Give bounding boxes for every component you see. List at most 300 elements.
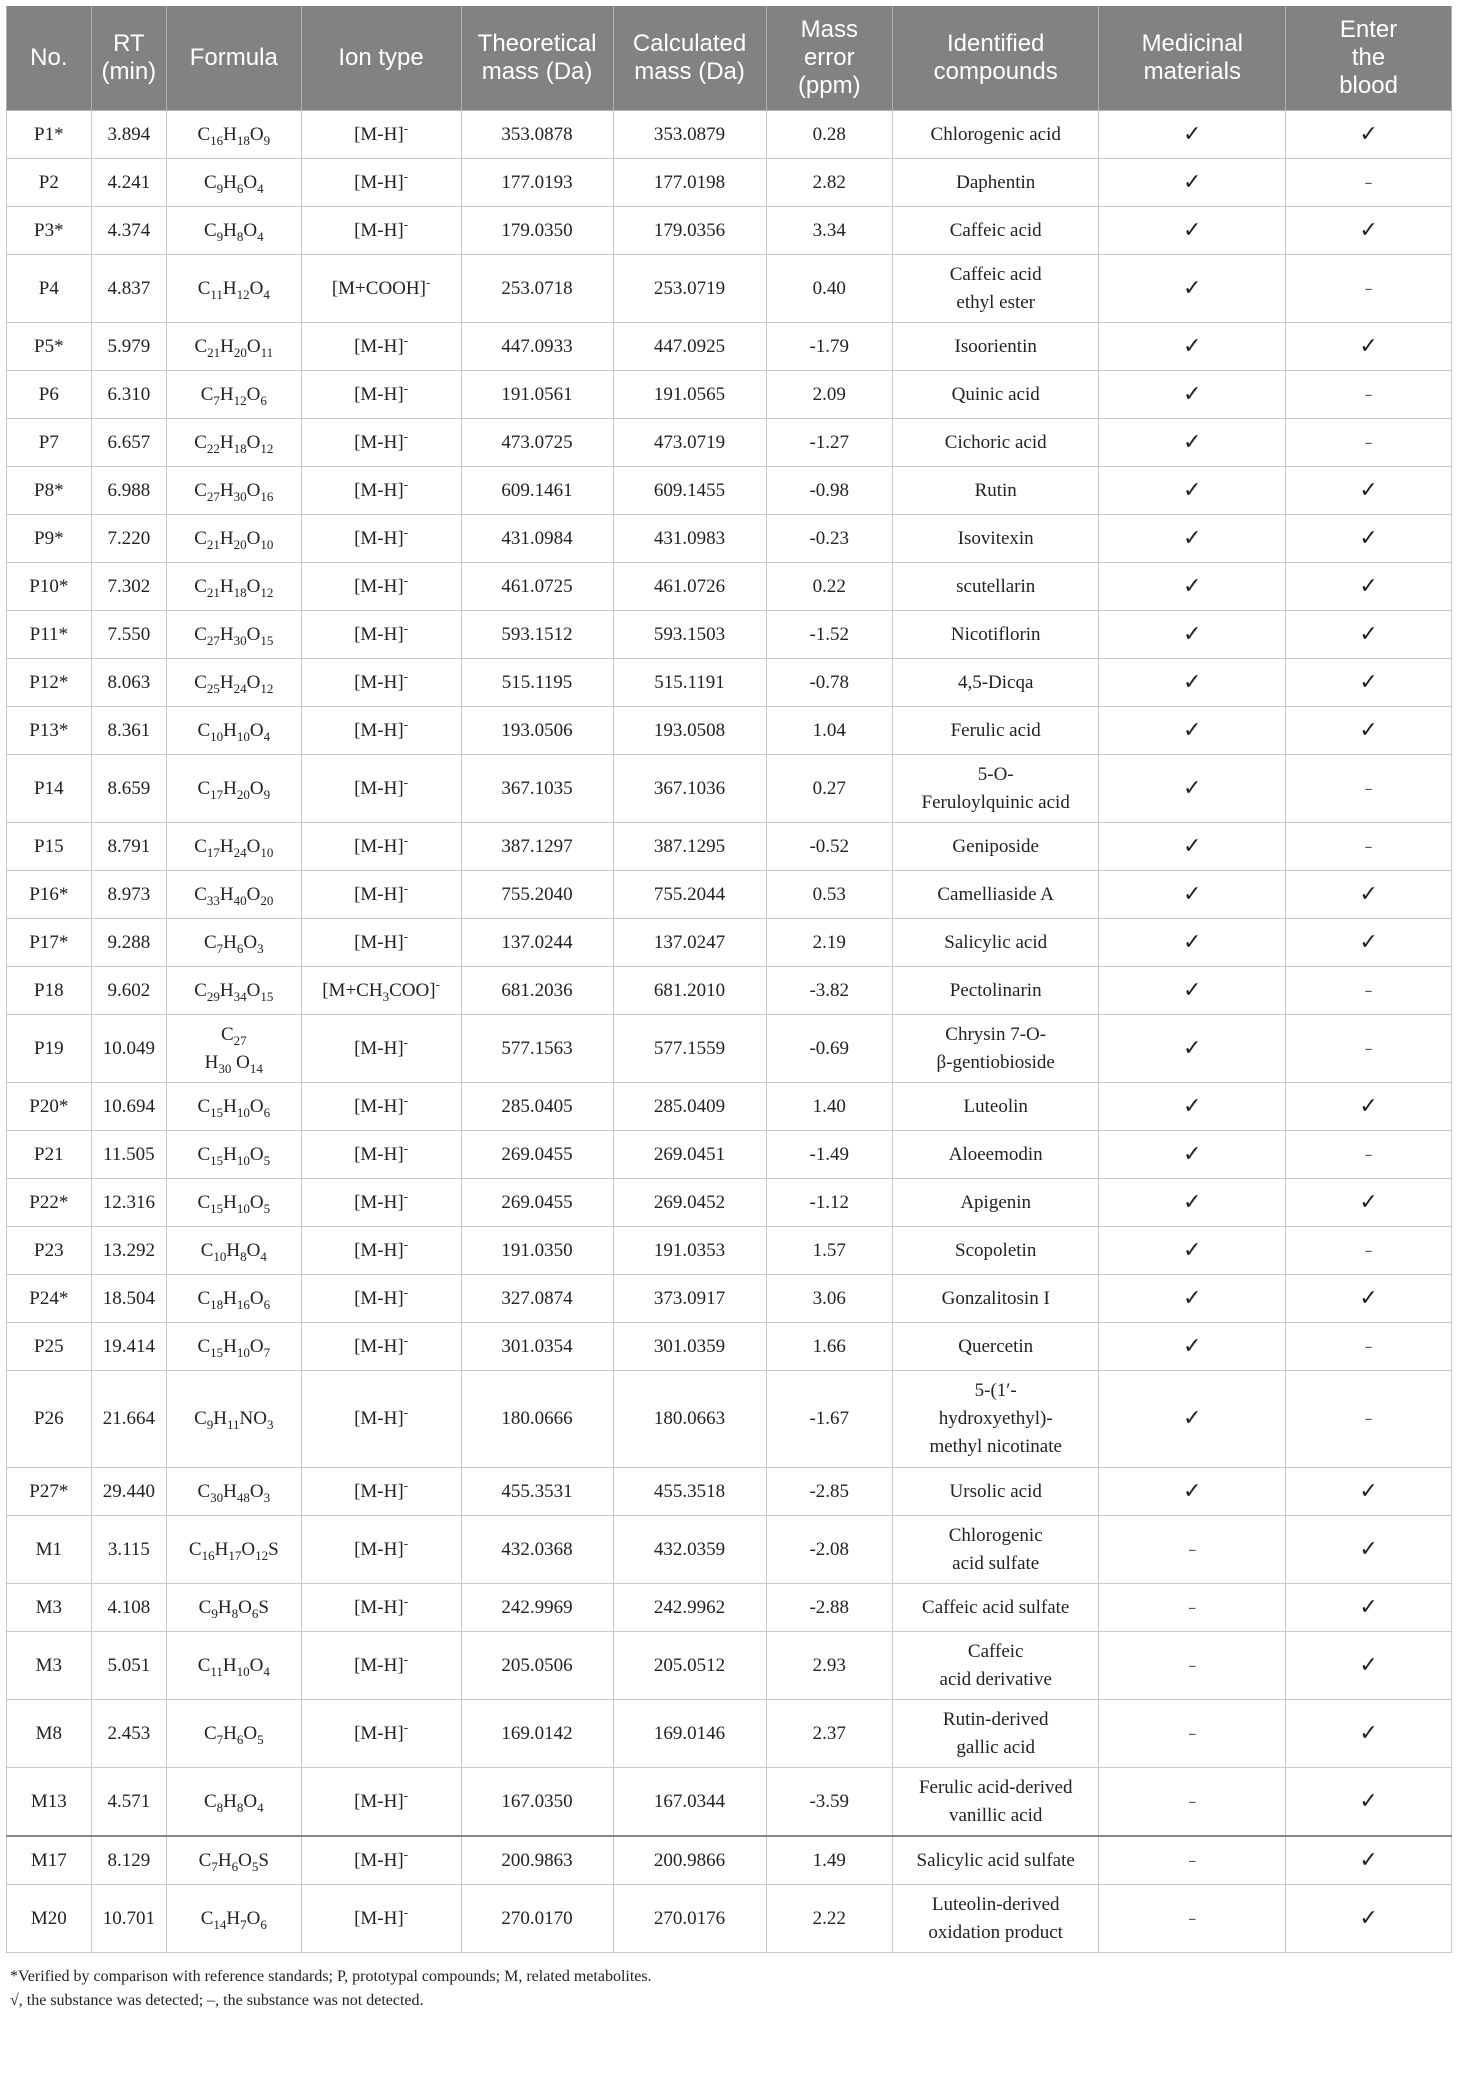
cell-ion-type: [M-H]- xyxy=(301,659,461,707)
cell-enter-blood: ✓ xyxy=(1286,1768,1452,1837)
cell-compound: Geniposide xyxy=(892,823,1098,871)
cell-enter-blood: ✓ xyxy=(1286,1275,1452,1323)
cell-medicinal-materials: ✓ xyxy=(1099,1015,1286,1083)
cell-medicinal-materials: ✓ xyxy=(1099,159,1286,207)
cell-no: P2 xyxy=(7,159,92,207)
cell-mass-error: 2.82 xyxy=(766,159,892,207)
cell-ion-type: [M+COOH]- xyxy=(301,255,461,323)
table-row xyxy=(7,1179,1452,1227)
cell-formula: $C_7H_{12}O_6$ xyxy=(167,371,302,419)
cell-compound: Caffeic acid derivative xyxy=(892,1632,1098,1700)
cell-theoretical-mass: 191.0561 xyxy=(461,371,613,419)
cell-enter-blood: – xyxy=(1286,159,1452,207)
cell-formula: $C_{25}H_{24}O_{12}$ xyxy=(167,659,302,707)
header-medicinal-materials: Medicinal materials xyxy=(1099,6,1286,111)
cell-mass-error: 0.22 xyxy=(766,563,892,611)
cell-theoretical-mass: 431.0984 xyxy=(461,515,613,563)
cell-ion-type: [M-H]- xyxy=(301,707,461,755)
cell-mass-error: -0.98 xyxy=(766,467,892,515)
cell-ion-type: [M-H]- xyxy=(301,1632,461,1700)
cell-compound: Quinic acid xyxy=(892,371,1098,419)
cell-medicinal-materials: ✓ xyxy=(1099,1275,1286,1323)
cell-rt: 2.453 xyxy=(91,1700,166,1768)
cell-no: M13 xyxy=(7,1768,92,1837)
cell-theoretical-mass: 200.9863 xyxy=(461,1836,613,1885)
table-row xyxy=(7,707,1452,755)
cell-theoretical-mass: 609.1461 xyxy=(461,467,613,515)
cell-calculated-mass: 167.0344 xyxy=(613,1768,766,1837)
cell-medicinal-materials: ✓ xyxy=(1099,1179,1286,1227)
header-ion-type: Ion type xyxy=(301,6,461,111)
cell-calculated-mass: 179.0356 xyxy=(613,207,766,255)
cell-theoretical-mass: 301.0354 xyxy=(461,1323,613,1371)
table-row xyxy=(7,1468,1452,1516)
cell-calculated-mass: 191.0353 xyxy=(613,1227,766,1275)
cell-medicinal-materials: ✓ xyxy=(1099,111,1286,159)
table-row xyxy=(7,467,1452,515)
cell-mass-error: 1.40 xyxy=(766,1083,892,1131)
cell-calculated-mass: 447.0925 xyxy=(613,323,766,371)
cell-no: P15 xyxy=(7,823,92,871)
cell-rt: 8.791 xyxy=(91,823,166,871)
cell-ion-type: [M-H]- xyxy=(301,1227,461,1275)
cell-ion-type: [M-H]- xyxy=(301,1768,461,1837)
cell-mass-error: -2.08 xyxy=(766,1516,892,1584)
cell-enter-blood: – xyxy=(1286,371,1452,419)
cell-mass-error: -1.79 xyxy=(766,323,892,371)
cell-calculated-mass: 242.9962 xyxy=(613,1584,766,1632)
table-row xyxy=(7,323,1452,371)
header-mass-error: Mass error (ppm) xyxy=(766,6,892,111)
cell-formula: $C_{27}$ $H_{30}$ $O_{14}$ xyxy=(167,1015,302,1083)
cell-rt: 3.894 xyxy=(91,111,166,159)
cell-medicinal-materials: ✓ xyxy=(1099,207,1286,255)
cell-compound: Rutin-derived gallic acid xyxy=(892,1700,1098,1768)
cell-calculated-mass: 755.2044 xyxy=(613,871,766,919)
cell-formula: $C_{15}H_{10}O_6$ xyxy=(167,1083,302,1131)
cell-mass-error: -2.85 xyxy=(766,1468,892,1516)
cell-theoretical-mass: 242.9969 xyxy=(461,1584,613,1632)
cell-theoretical-mass: 353.0878 xyxy=(461,111,613,159)
cell-no: P9* xyxy=(7,515,92,563)
cell-theoretical-mass: 285.0405 xyxy=(461,1083,613,1131)
cell-calculated-mass: 269.0452 xyxy=(613,1179,766,1227)
cell-enter-blood: ✓ xyxy=(1286,1632,1452,1700)
cell-compound: Salicylic acid sulfate xyxy=(892,1836,1098,1885)
cell-no: M1 xyxy=(7,1516,92,1584)
table-row xyxy=(7,207,1452,255)
cell-medicinal-materials: – xyxy=(1099,1768,1286,1837)
cell-medicinal-materials: ✓ xyxy=(1099,707,1286,755)
cell-ion-type: [M-H]- xyxy=(301,111,461,159)
cell-enter-blood: ✓ xyxy=(1286,919,1452,967)
table-row xyxy=(7,1516,1452,1584)
cell-rt: 21.664 xyxy=(91,1371,166,1468)
cell-enter-blood: ✓ xyxy=(1286,1836,1452,1885)
cell-rt: 6.988 xyxy=(91,467,166,515)
cell-ion-type: [M-H]- xyxy=(301,1179,461,1227)
cell-mass-error: 1.49 xyxy=(766,1836,892,1885)
table-row xyxy=(7,967,1452,1015)
cell-calculated-mass: 373.0917 xyxy=(613,1275,766,1323)
cell-compound: Chrysin 7-O- β-gentiobioside xyxy=(892,1015,1098,1083)
table-row xyxy=(7,371,1452,419)
cell-compound: Caffeic acid xyxy=(892,207,1098,255)
cell-formula: $C_{17}H_{24}O_{10}$ xyxy=(167,823,302,871)
cell-theoretical-mass: 681.2036 xyxy=(461,967,613,1015)
cell-ion-type: [M-H]- xyxy=(301,1015,461,1083)
cell-theoretical-mass: 269.0455 xyxy=(461,1179,613,1227)
cell-enter-blood: ✓ xyxy=(1286,323,1452,371)
cell-formula: $C_{10}H_8O_4$ xyxy=(167,1227,302,1275)
cell-ion-type: [M-H]- xyxy=(301,1083,461,1131)
cell-calculated-mass: 455.3518 xyxy=(613,1468,766,1516)
cell-mass-error: -1.49 xyxy=(766,1131,892,1179)
cell-mass-error: 1.04 xyxy=(766,707,892,755)
cell-enter-blood: – xyxy=(1286,823,1452,871)
cell-no: P3* xyxy=(7,207,92,255)
header-no: No. xyxy=(7,6,92,111)
cell-enter-blood: ✓ xyxy=(1286,871,1452,919)
cell-rt: 8.659 xyxy=(91,755,166,823)
cell-ion-type: [M-H]- xyxy=(301,823,461,871)
cell-theoretical-mass: 177.0193 xyxy=(461,159,613,207)
table-row xyxy=(7,159,1452,207)
cell-rt: 8.129 xyxy=(91,1836,166,1885)
cell-no: P25 xyxy=(7,1323,92,1371)
cell-no: P5* xyxy=(7,323,92,371)
cell-rt: 5.051 xyxy=(91,1632,166,1700)
cell-formula: $C_{29}H_{34}O_{15}$ xyxy=(167,967,302,1015)
cell-calculated-mass: 609.1455 xyxy=(613,467,766,515)
cell-enter-blood: ✓ xyxy=(1286,515,1452,563)
table-row xyxy=(7,563,1452,611)
cell-theoretical-mass: 455.3531 xyxy=(461,1468,613,1516)
cell-compound: Aloeemodin xyxy=(892,1131,1098,1179)
cell-rt: 10.694 xyxy=(91,1083,166,1131)
cell-enter-blood: ✓ xyxy=(1286,1700,1452,1768)
cell-no: P17* xyxy=(7,919,92,967)
cell-calculated-mass: 432.0359 xyxy=(613,1516,766,1584)
cell-compound: Ursolic acid xyxy=(892,1468,1098,1516)
cell-enter-blood: ✓ xyxy=(1286,1516,1452,1584)
cell-ion-type: [M-H]- xyxy=(301,919,461,967)
cell-rt: 8.063 xyxy=(91,659,166,707)
table-row xyxy=(7,1885,1452,1953)
cell-mass-error: 0.53 xyxy=(766,871,892,919)
cell-medicinal-materials: ✓ xyxy=(1099,967,1286,1015)
cell-calculated-mass: 205.0512 xyxy=(613,1632,766,1700)
table-row xyxy=(7,919,1452,967)
table-row xyxy=(7,1836,1452,1885)
cell-calculated-mass: 387.1295 xyxy=(613,823,766,871)
header-row xyxy=(7,6,1452,111)
cell-ion-type: [M-H]- xyxy=(301,323,461,371)
cell-rt: 9.288 xyxy=(91,919,166,967)
cell-theoretical-mass: 327.0874 xyxy=(461,1275,613,1323)
cell-calculated-mass: 461.0726 xyxy=(613,563,766,611)
cell-mass-error: -0.69 xyxy=(766,1015,892,1083)
cell-theoretical-mass: 473.0725 xyxy=(461,419,613,467)
table-row xyxy=(7,1700,1452,1768)
cell-rt: 3.115 xyxy=(91,1516,166,1584)
cell-compound: Ferulic acid xyxy=(892,707,1098,755)
cell-theoretical-mass: 270.0170 xyxy=(461,1885,613,1953)
cell-theoretical-mass: 367.1035 xyxy=(461,755,613,823)
cell-medicinal-materials: ✓ xyxy=(1099,255,1286,323)
cell-calculated-mass: 253.0719 xyxy=(613,255,766,323)
cell-theoretical-mass: 447.0933 xyxy=(461,323,613,371)
cell-calculated-mass: 180.0663 xyxy=(613,1371,766,1468)
cell-calculated-mass: 193.0508 xyxy=(613,707,766,755)
cell-formula: $C_{15}H_{10}O_5$ xyxy=(167,1179,302,1227)
cell-mass-error: 3.06 xyxy=(766,1275,892,1323)
cell-compound: Quercetin xyxy=(892,1323,1098,1371)
cell-no: P22* xyxy=(7,1179,92,1227)
cell-no: M3 xyxy=(7,1632,92,1700)
cell-rt: 4.837 xyxy=(91,255,166,323)
cell-compound: Gonzalitosin I xyxy=(892,1275,1098,1323)
cell-rt: 9.602 xyxy=(91,967,166,1015)
cell-compound: scutellarin xyxy=(892,563,1098,611)
cell-medicinal-materials: ✓ xyxy=(1099,323,1286,371)
cell-ion-type: [M-H]- xyxy=(301,1131,461,1179)
cell-formula: $C_{15}H_{10}O_7$ xyxy=(167,1323,302,1371)
cell-enter-blood: ✓ xyxy=(1286,707,1452,755)
cell-no: M20 xyxy=(7,1885,92,1953)
cell-mass-error: 2.09 xyxy=(766,371,892,419)
cell-calculated-mass: 593.1503 xyxy=(613,611,766,659)
cell-no: M3 xyxy=(7,1584,92,1632)
cell-calculated-mass: 353.0879 xyxy=(613,111,766,159)
cell-enter-blood: ✓ xyxy=(1286,1468,1452,1516)
cell-rt: 6.310 xyxy=(91,371,166,419)
cell-mass-error: 1.57 xyxy=(766,1227,892,1275)
cell-enter-blood: ✓ xyxy=(1286,111,1452,159)
cell-rt: 18.504 xyxy=(91,1275,166,1323)
cell-formula: $C_9H_{11}NO_3$ xyxy=(167,1371,302,1468)
cell-no: P24* xyxy=(7,1275,92,1323)
cell-calculated-mass: 200.9866 xyxy=(613,1836,766,1885)
cell-rt: 6.657 xyxy=(91,419,166,467)
cell-no: P7 xyxy=(7,419,92,467)
table-row xyxy=(7,1584,1452,1632)
table-row xyxy=(7,611,1452,659)
cell-no: M8 xyxy=(7,1700,92,1768)
cell-theoretical-mass: 253.0718 xyxy=(461,255,613,323)
cell-medicinal-materials: – xyxy=(1099,1700,1286,1768)
cell-calculated-mass: 577.1559 xyxy=(613,1015,766,1083)
cell-no: P6 xyxy=(7,371,92,419)
cell-theoretical-mass: 577.1563 xyxy=(461,1015,613,1083)
cell-mass-error: 1.66 xyxy=(766,1323,892,1371)
table-row xyxy=(7,659,1452,707)
cell-medicinal-materials: – xyxy=(1099,1584,1286,1632)
cell-no: P19 xyxy=(7,1015,92,1083)
cell-rt: 10.049 xyxy=(91,1015,166,1083)
cell-formula: $C_{15}H_{10}O_5$ xyxy=(167,1131,302,1179)
cell-formula: $C_{27}H_{30}O_{15}$ xyxy=(167,611,302,659)
cell-formula: $C_{30}H_{48}O_3$ xyxy=(167,1468,302,1516)
cell-formula: $C_{33}H_{40}O_{20}$ xyxy=(167,871,302,919)
cell-enter-blood: ✓ xyxy=(1286,207,1452,255)
cell-medicinal-materials: ✓ xyxy=(1099,515,1286,563)
cell-theoretical-mass: 169.0142 xyxy=(461,1700,613,1768)
cell-ion-type: [M-H]- xyxy=(301,1700,461,1768)
cell-medicinal-materials: ✓ xyxy=(1099,823,1286,871)
cell-mass-error: 0.27 xyxy=(766,755,892,823)
cell-calculated-mass: 681.2010 xyxy=(613,967,766,1015)
header-calculated-mass: Calculated mass (Da) xyxy=(613,6,766,111)
compounds-table xyxy=(6,6,1452,1953)
cell-calculated-mass: 367.1036 xyxy=(613,755,766,823)
cell-rt: 29.440 xyxy=(91,1468,166,1516)
cell-rt: 4.108 xyxy=(91,1584,166,1632)
cell-theoretical-mass: 269.0455 xyxy=(461,1131,613,1179)
table-row xyxy=(7,255,1452,323)
cell-formula: $C_{16}H_{18}O_9$ xyxy=(167,111,302,159)
cell-rt: 8.361 xyxy=(91,707,166,755)
cell-mass-error: -3.82 xyxy=(766,967,892,1015)
cell-ion-type: [M-H]- xyxy=(301,467,461,515)
cell-enter-blood: ✓ xyxy=(1286,611,1452,659)
cell-ion-type: [M-H]- xyxy=(301,1275,461,1323)
cell-no: P16* xyxy=(7,871,92,919)
cell-enter-blood: ✓ xyxy=(1286,1083,1452,1131)
cell-no: P27* xyxy=(7,1468,92,1516)
cell-compound: Apigenin xyxy=(892,1179,1098,1227)
cell-calculated-mass: 515.1191 xyxy=(613,659,766,707)
cell-compound: Salicylic acid xyxy=(892,919,1098,967)
cell-no: P23 xyxy=(7,1227,92,1275)
cell-compound: Caffeic acid sulfate xyxy=(892,1584,1098,1632)
table-row xyxy=(7,1632,1452,1700)
cell-compound: Cichoric acid xyxy=(892,419,1098,467)
cell-enter-blood: ✓ xyxy=(1286,467,1452,515)
cell-no: M17 xyxy=(7,1836,92,1885)
cell-calculated-mass: 301.0359 xyxy=(613,1323,766,1371)
cell-theoretical-mass: 593.1512 xyxy=(461,611,613,659)
cell-formula: $C_{10}H_{10}O_4$ xyxy=(167,707,302,755)
cell-medicinal-materials: ✓ xyxy=(1099,1083,1286,1131)
cell-no: P12* xyxy=(7,659,92,707)
cell-formula: $C_7H_6O_3$ xyxy=(167,919,302,967)
cell-formula: $C_{16}H_{17}O_{12}S$ xyxy=(167,1516,302,1584)
cell-rt: 7.550 xyxy=(91,611,166,659)
cell-theoretical-mass: 191.0350 xyxy=(461,1227,613,1275)
cell-medicinal-materials: ✓ xyxy=(1099,1227,1286,1275)
cell-enter-blood: – xyxy=(1286,967,1452,1015)
cell-mass-error: 2.93 xyxy=(766,1632,892,1700)
cell-compound: Luteolin-derived oxidation product xyxy=(892,1885,1098,1953)
cell-compound: Isovitexin xyxy=(892,515,1098,563)
cell-rt: 10.701 xyxy=(91,1885,166,1953)
cell-theoretical-mass: 515.1195 xyxy=(461,659,613,707)
cell-enter-blood: – xyxy=(1286,755,1452,823)
cell-medicinal-materials: – xyxy=(1099,1516,1286,1584)
table-body xyxy=(7,111,1452,1953)
cell-ion-type: [M-H]- xyxy=(301,1516,461,1584)
cell-theoretical-mass: 205.0506 xyxy=(461,1632,613,1700)
cell-compound: Luteolin xyxy=(892,1083,1098,1131)
cell-no: P4 xyxy=(7,255,92,323)
cell-medicinal-materials: ✓ xyxy=(1099,467,1286,515)
cell-compound: Chlorogenic acid sulfate xyxy=(892,1516,1098,1584)
cell-compound: 5-(1′- hydroxyethyl)- methyl nicotinate xyxy=(892,1371,1098,1468)
header-theoretical-mass: Theoretical mass (Da) xyxy=(461,6,613,111)
table-row xyxy=(7,1015,1452,1083)
cell-medicinal-materials: ✓ xyxy=(1099,1371,1286,1468)
cell-rt: 7.220 xyxy=(91,515,166,563)
table-row xyxy=(7,1768,1452,1837)
cell-ion-type: [M-H]- xyxy=(301,207,461,255)
cell-formula: $C_{18}H_{16}O_6$ xyxy=(167,1275,302,1323)
cell-no: P10* xyxy=(7,563,92,611)
footnote-line-2: √, the substance was detected; –, the substance was not detected. xyxy=(10,1992,424,2009)
cell-compound: 5-O- Feruloylquinic acid xyxy=(892,755,1098,823)
cell-compound: Chlorogenic acid xyxy=(892,111,1098,159)
cell-calculated-mass: 137.0247 xyxy=(613,919,766,967)
cell-compound: Pectolinarin xyxy=(892,967,1098,1015)
cell-theoretical-mass: 137.0244 xyxy=(461,919,613,967)
cell-ion-type: [M-H]- xyxy=(301,515,461,563)
cell-calculated-mass: 431.0983 xyxy=(613,515,766,563)
cell-formula: $C_7H_6O_5$ xyxy=(167,1700,302,1768)
cell-ion-type: [M-H]- xyxy=(301,1468,461,1516)
cell-ion-type: [M-H]- xyxy=(301,1371,461,1468)
cell-calculated-mass: 285.0409 xyxy=(613,1083,766,1131)
cell-medicinal-materials: ✓ xyxy=(1099,419,1286,467)
cell-formula: $C_7H_6O_5S$ xyxy=(167,1836,302,1885)
cell-ion-type: [M-H]- xyxy=(301,1885,461,1953)
cell-ion-type: [M-H]- xyxy=(301,755,461,823)
cell-mass-error: 0.28 xyxy=(766,111,892,159)
cell-enter-blood: – xyxy=(1286,1323,1452,1371)
cell-medicinal-materials: – xyxy=(1099,1885,1286,1953)
cell-medicinal-materials: ✓ xyxy=(1099,871,1286,919)
table-row xyxy=(7,1131,1452,1179)
cell-enter-blood: – xyxy=(1286,1131,1452,1179)
cell-medicinal-materials: ✓ xyxy=(1099,1323,1286,1371)
cell-compound: Camelliaside A xyxy=(892,871,1098,919)
cell-no: P14 xyxy=(7,755,92,823)
cell-theoretical-mass: 180.0666 xyxy=(461,1371,613,1468)
cell-medicinal-materials: ✓ xyxy=(1099,563,1286,611)
cell-formula: $C_{27}H_{30}O_{16}$ xyxy=(167,467,302,515)
cell-mass-error: -0.23 xyxy=(766,515,892,563)
cell-mass-error: -0.52 xyxy=(766,823,892,871)
cell-formula: $C_{17}H_{20}O_9$ xyxy=(167,755,302,823)
cell-medicinal-materials: ✓ xyxy=(1099,1468,1286,1516)
cell-mass-error: 2.22 xyxy=(766,1885,892,1953)
cell-mass-error: -3.59 xyxy=(766,1768,892,1837)
cell-ion-type: [M-H]- xyxy=(301,611,461,659)
cell-calculated-mass: 269.0451 xyxy=(613,1131,766,1179)
cell-compound: Rutin xyxy=(892,467,1098,515)
cell-medicinal-materials: ✓ xyxy=(1099,611,1286,659)
cell-compound: 4,5-Dicqa xyxy=(892,659,1098,707)
cell-mass-error: -0.78 xyxy=(766,659,892,707)
cell-medicinal-materials: – xyxy=(1099,1632,1286,1700)
cell-mass-error: 0.40 xyxy=(766,255,892,323)
cell-formula: $C_{11}H_{10}O_4$ xyxy=(167,1632,302,1700)
cell-enter-blood: – xyxy=(1286,255,1452,323)
cell-theoretical-mass: 755.2040 xyxy=(461,871,613,919)
table-row xyxy=(7,755,1452,823)
cell-compound: Ferulic acid-derived vanillic acid xyxy=(892,1768,1098,1837)
cell-ion-type: [M-H]- xyxy=(301,419,461,467)
cell-calculated-mass: 270.0176 xyxy=(613,1885,766,1953)
